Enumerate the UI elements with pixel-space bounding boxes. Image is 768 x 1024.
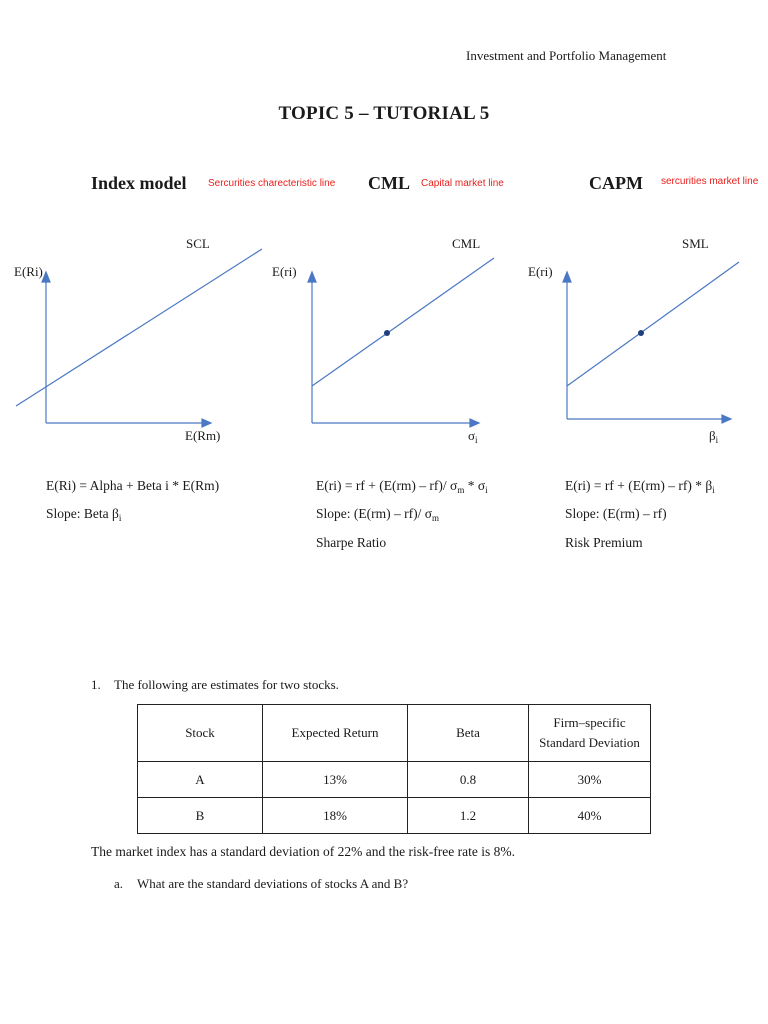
question-1a: a. What are the standard deviations of stocks A and B? [114, 876, 409, 891]
index-model-note: Sercurities charecteristic line [208, 178, 336, 189]
cml-line [312, 258, 494, 386]
scl-x-arrow [202, 419, 211, 427]
cell-firm-specific-sd: 40% [529, 798, 651, 834]
scl-line-label: SCL [186, 236, 210, 251]
sml-axes [563, 272, 731, 423]
scl-x-axis-label: E(Rm) [185, 428, 221, 443]
cml-slope: Slope: (E(rm) – rf)/ $\sigma_m$ [316, 506, 440, 523]
scl-y-arrow [42, 272, 50, 282]
cell-expected-return: 18% [263, 798, 408, 834]
market-index-text: The market index has a standard deviation of 22% and the risk-free rate is 8%. [91, 844, 515, 859]
table-row [138, 798, 651, 834]
sml-y-axis-label: E(ri) [528, 264, 553, 279]
cml-formula: E(ri) = rf + (E(rm) – rf)/ $\sigma_m * \sigma_i$ [316, 478, 488, 495]
header-firm-specific-sd: Firm–specific Standard Deviation [529, 705, 651, 762]
cell-firm-specific-sd: 30% [529, 762, 651, 798]
index-model-formula: E(Ri) = Alpha + Beta i * E(Rm) [46, 478, 220, 493]
sml-line [567, 262, 739, 386]
cell-stock: A [138, 762, 263, 798]
cml-heading: CML [368, 173, 410, 193]
cml-x-axis-label: $\sigma_i$ [468, 428, 478, 445]
cml-x-arrow [470, 419, 479, 427]
page-title: TOPIC 5 – TUTORIAL 5 [278, 103, 490, 124]
scl-line [16, 249, 262, 406]
sml-market-point [638, 330, 644, 336]
sml-y-arrow [563, 272, 571, 282]
cell-beta: 0.8 [408, 762, 529, 798]
capm-formula: E(ri) = rf + $(E(rm) - rf) * \beta_i$ [565, 478, 715, 495]
cml-axes [308, 272, 479, 427]
capm-note: sercurities market line [661, 176, 759, 187]
index-model-slope: Slope: Beta $\beta_i$ [46, 506, 122, 523]
cml-note: Capital market line [421, 178, 504, 189]
cell-expected-return: 13% [263, 762, 408, 798]
cml-line-label: CML [452, 236, 481, 251]
course-name: Investment and Portfolio Management [466, 48, 667, 63]
stocks-table [137, 704, 651, 834]
header-expected-return: Expected Return [263, 705, 408, 762]
cml-y-axis-label: E(ri) [272, 264, 297, 279]
header-beta: Beta [408, 705, 529, 762]
capm-risk-premium: Risk Premium [565, 535, 643, 550]
question-1: 1. The following are estimates for two stocks. [91, 677, 339, 692]
cml-sharpe-ratio: Sharpe Ratio [316, 535, 387, 550]
header-stock: Stock [138, 705, 263, 762]
table-row [138, 762, 651, 798]
cell-stock: B [138, 798, 263, 834]
sml-x-axis-label: $\beta_i$ [709, 428, 719, 445]
cml-market-point [384, 330, 390, 336]
cell-beta: 1.2 [408, 798, 529, 834]
sml-x-arrow [722, 415, 731, 423]
index-model-heading: Index model [91, 173, 187, 193]
table-header-row [138, 705, 651, 762]
scl-axes [42, 272, 211, 427]
sml-line-label: SML [682, 236, 709, 251]
scl-y-axis-label: E(Ri) [14, 264, 43, 279]
capm-heading: CAPM [589, 173, 643, 193]
cml-y-arrow [308, 272, 316, 282]
capm-slope: Slope: (E(rm) – rf) [565, 506, 667, 521]
